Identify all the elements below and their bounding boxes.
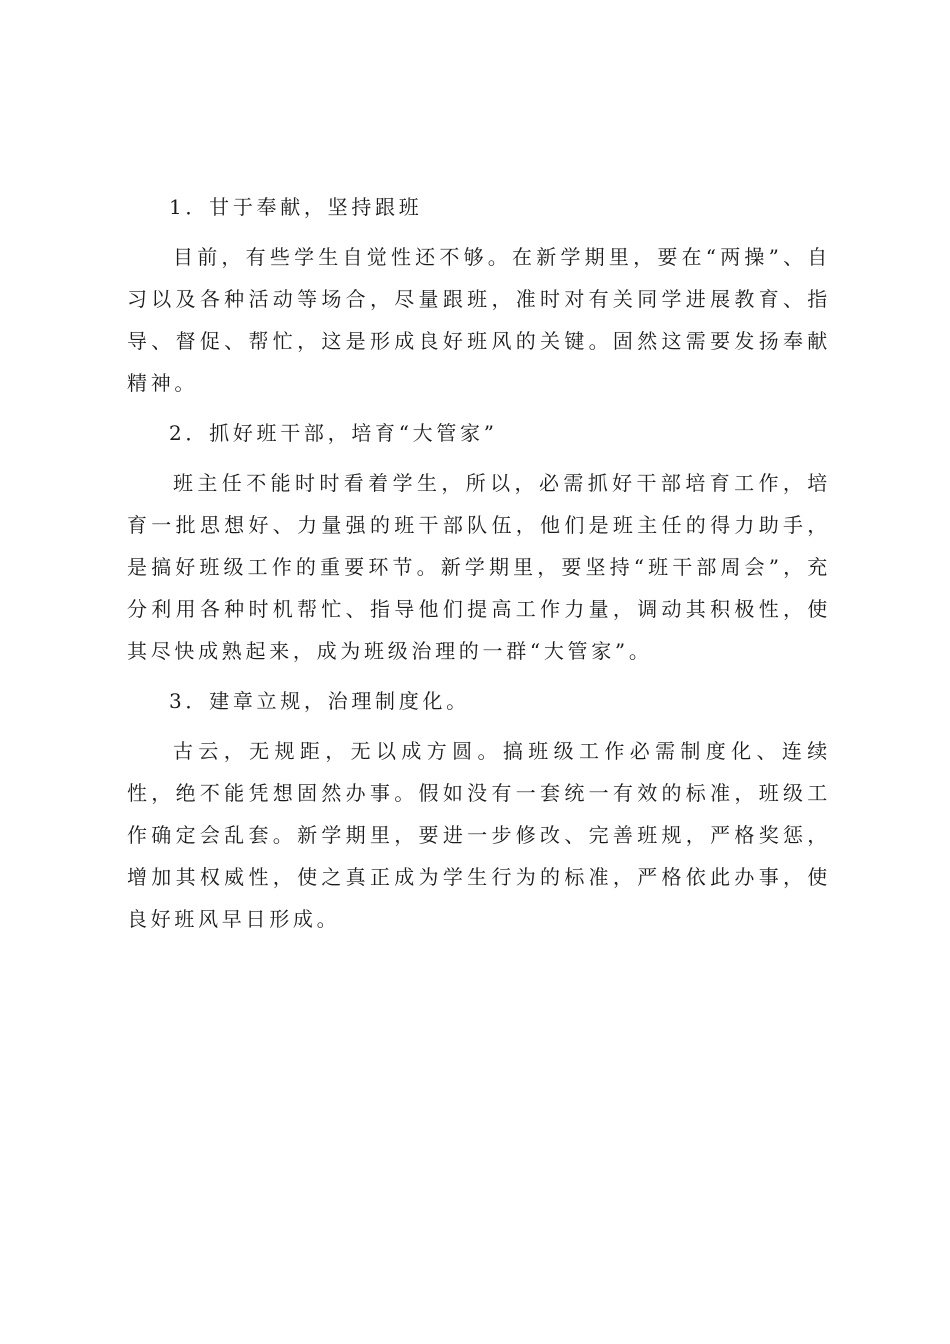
document-body [127, 186, 831, 948]
section-heading-3: 3．建章立规，治理制度化。 [169, 689, 470, 713]
section-heading-1: 1．甘于奉献，坚持跟班 [169, 195, 423, 219]
section-paragraph-2: 班主任不能时时看着学生，所以，必需抓好干部培育工作，培育一批思想好、力量强的班干部队伍，他们是班主任的得力助手，是搞好班级工作的重要环节。新学期里，要坚持“班干部周会”，充分利用各种时机帮忙、指导他们提高工作力量，调动其积极性，使其尽快成熟起来，成为班级治理的一群“大管家”。 [127, 471, 831, 663]
section-paragraph-1: 目前，有些学生自觉性还不够。在新学期里，要在“两操”、自习以及各种活动等场合，尽量跟班，准时对有关同学进展教育、指导、督促、帮忙，这是形成良好班风的关键。固然这需要发扬奉献精神。 [127, 245, 831, 395]
section-heading-2: 2．抓好班干部，培育“大管家” [169, 421, 498, 445]
section-paragraph-3: 古云，无规距，无以成方圆。搞班级工作必需制度化、连续性，绝不能凭想固然办事。假如没有一套统一有效的标准，班级工作确定会乱套。新学期里，要进一步修改、完善班规，严格奖惩，增加其权威性，使之真正成为学生行为的标准，严格依此办事，使良好班风早日形成。 [127, 739, 831, 931]
